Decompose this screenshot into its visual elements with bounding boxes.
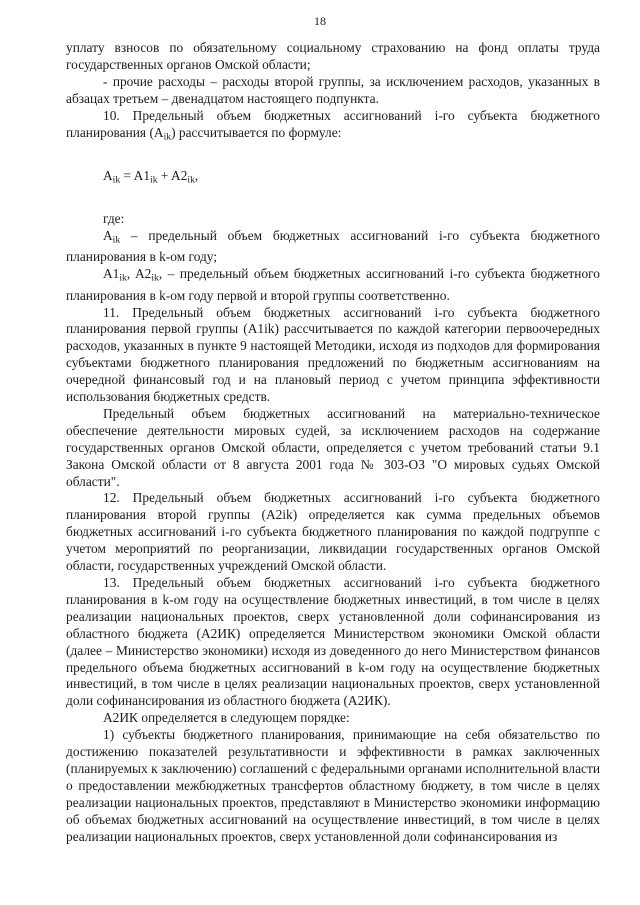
document-body	[66, 40, 600, 846]
definition-a1-a2: $A1_{ik}$, $A2_{ik}$, – предельный объем бюджетных ассигнований i-го субъекта бюджетного планирования в k-ом году первой и второй группы соответственно.	[66, 266, 601, 303]
paragraph-item-13: 13. Предельный объем бюджетных ассигнований i-го субъекта бюджетного планирования в k-ом году на осуществление бюджетных инвестиций, в том числе в целях реализации национальных проектов, сверх установленной доли софинансирования из областного бюджета (A2ИК) определяется Министерством экономики Омской области (далее – Министерство экономики) исходя из доведенного до него Министерством финансов предельного объема бюджетных ассигнований в k-ом году на осуществление бюджетных инвестиций, в том числе в целях реализации национальных проектов, сверх установленной доли софинансирования из областного бюджета (A2ИК).	[66, 575, 600, 709]
paragraph-insurance-contributions: уплату взносов по обязательному социальному страхованию на фонд оплаты труда государственных органов Омской области;	[66, 40, 600, 72]
paragraph-item-10: 10. Предельный объем бюджетных ассигнований i-го субъекта бюджетного планирования $(A_{ik})$ рассчитывается по формуле:	[66, 107, 600, 142]
formula: $A_{ik} = A1_{ik} + A2_{ik}$,	[103, 167, 199, 186]
paragraph-item-11: 11. Предельный объем бюджетных ассигнований i-го субъекта бюджетного планирования первой группы (A1ik) рассчитывается по каждой категории первоочередных расходов, указанных в пункте 9 настоящей Методики, исходя из подходов для формирования субъектами бюджетного планирования предложений по бюджетным ассигнованиям на очередной финансовый год и на плановый период с учетом принципа эффективности использования бюджетных средств.	[66, 304, 600, 405]
paragraph-other-expenses: - прочие расходы – расходы второй группы, за исключением расходов, указанных в абзацах третьем – двенадцатом настоящего подпункта.	[66, 73, 600, 106]
where-label: где:	[103, 211, 125, 227]
definition-a-ik: $A_{ik}$ – предельный объем бюджетных ассигнований i-го субъекта бюджетного планирования в k-ом году;	[66, 228, 600, 265]
paragraph-item-12: 12. Предельный объем бюджетных ассигнований i-го субъекта бюджетного планирования второй группы (A2ik) определяется как сумма предельных объемов бюджетных ассигнований i-го субъекта бюджетного планирования по каждой подгруппе с учетом мероприятий по реорганизации, ликвидации государственных органов Омской области, государственных учреждений Омской области.	[66, 490, 600, 574]
paragraph-subitem-1: 1) субъекты бюджетного планирования, принимающие на себя обязательство по достижению показателей результативности и эффективности в рамках заключенных (планируемых к заключению) соглашений с федеральными органами исполнительной власти о предоставлении межбюджетных трансфертов областному бюджету, в том числе в целях реализации национальных проектов, представляют в Министерство экономики информацию об объемах бюджетных ассигнований на осуществление инвестиций, в том числе в целях реализации национальных проектов, сверх установленной доли софинансирования из	[66, 727, 600, 844]
page-number: 18	[314, 14, 326, 28]
paragraph-a2ik-order: A2ИК определяется в следующем порядке:	[103, 710, 350, 726]
paragraph-magistrates: Предельный объем бюджетных ассигнований на материально-техническое обеспечение деятельности мировых судей, за исключением расходов на содержание государственных органов Омской области, определяется с учетом требований статьи 9.1 Закона Омской области от 8 августа 2001 года № 303-ОЗ "О мировых судьях Омской области".	[66, 405, 600, 489]
